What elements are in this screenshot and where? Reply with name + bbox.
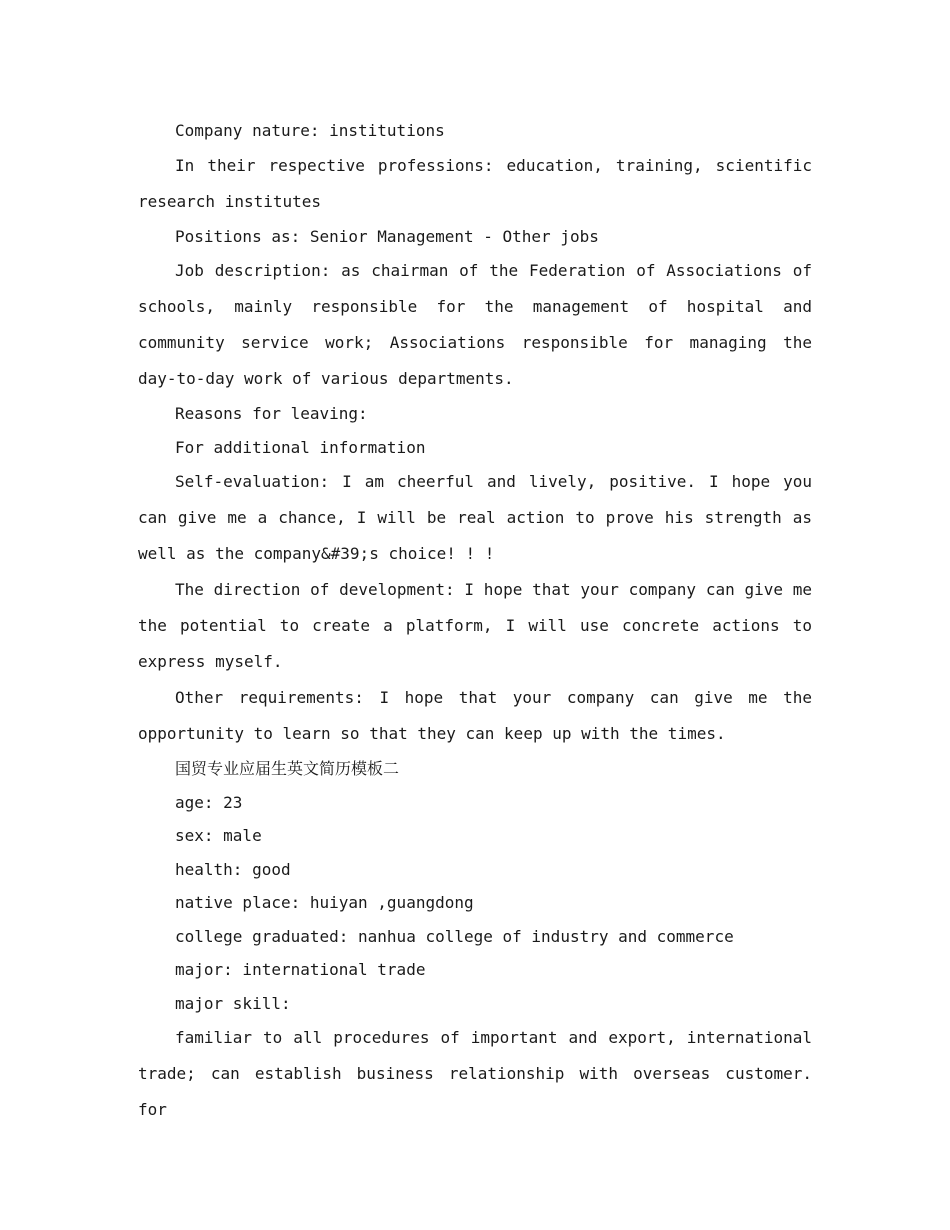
section-title: 国贸专业应届生英文简历模板二 — [175, 759, 400, 778]
additional-info-line: For additional information — [175, 437, 426, 457]
professions-paragraph: In their respective professions: education, training, scientific research institutes — [138, 155, 812, 211]
native-place-line: native place: huiyan ,guangdong — [175, 893, 474, 912]
reasons-for-leaving-line: Reasons for leaving: — [175, 404, 368, 423]
age-line: age: 23 — [175, 792, 243, 812]
self-evaluation-paragraph: Self-evaluation: I am cheerful and lively, positive. I hope you can give me a chance, I will be real action to prove his strength as well as the company&#39;s choice! ! ! — [138, 472, 812, 563]
sex-line: sex: male — [175, 826, 262, 845]
college-line: college graduated: nanhua college of industry and commerce — [175, 926, 734, 946]
document-body — [138, 114, 812, 1128]
development-direction-paragraph: The direction of development: I hope that your company can give me the potential to create a platform, I will use concrete actions to express myself. — [138, 580, 812, 671]
skill-description-paragraph: familiar to all procedures of important and export, international trade; can establish business relationship with overseas customer. for — [138, 1028, 812, 1119]
job-description-paragraph: Job description: as chairman of the Federation of Associations of schools, mainly responsible for the management of hospital and community service work; Associations responsible for managing the day-to-day work of various departments. — [138, 261, 812, 388]
other-requirements-paragraph: Other requirements: I hope that your company can give me the opportunity to learn so that they can keep up with the times. — [138, 688, 812, 743]
company-nature-line: Company nature: institutions — [175, 121, 445, 140]
major-line: major: international trade — [175, 960, 426, 979]
major-skill-line: major skill: — [175, 993, 291, 1013]
health-line: health: good — [175, 859, 291, 879]
positions-line: Positions as: Senior Management - Other jobs — [175, 226, 599, 246]
